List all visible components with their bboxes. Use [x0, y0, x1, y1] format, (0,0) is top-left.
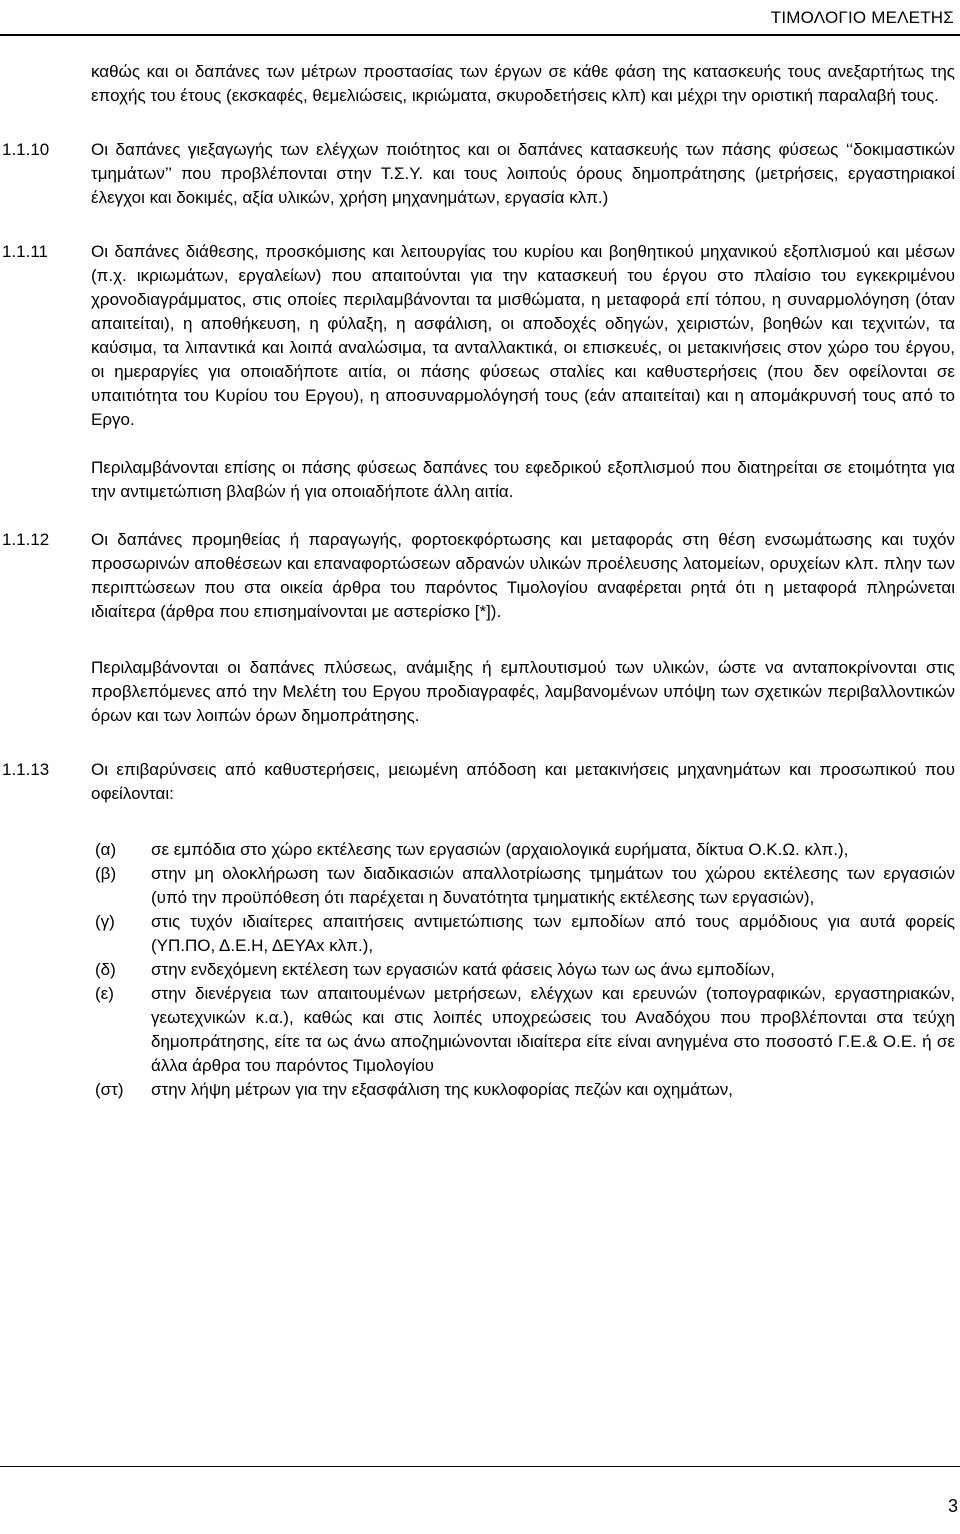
section-number: 1.1.13: [2, 760, 50, 779]
list-item-label: (γ): [95, 912, 115, 931]
intro-paragraph: καθώς και οι δαπάνες των μέτρων προστασίας των έργων σε κάθε φάση της κατασκευής τους ανεξαρτήτως της εποχής του έτους (εκσκαφές, θεμελιώσεις, ικριώματα, σκυροδετήσεις κλπ) και μέχρι την οριστική παραλαβή τους.: [91, 62, 955, 105]
list-item-text: στις τυχόν ιδιαίτερες απαιτήσεις αντιμετώπισης των εμποδίων από τους αρμόδιους για αυτά φορείς (ΥΠ.ΠΟ, Δ.Ε.Η, ΔΕΥΑx κλπ.),: [151, 912, 955, 955]
list-item: [95, 862, 955, 910]
section-1-1-13: [0, 758, 960, 806]
footer-divider: [0, 1466, 960, 1467]
list-item-label: (β): [95, 864, 117, 883]
section-text: Οι δαπάνες γιεξαγωγής των ελέγχων ποιότητος και οι δαπάνες κατασκευής των πάσης φύσεως ‘‘δοκιμαστικών τμημάτων’’ που προβλέπονται στην Τ.Σ.Υ. και τους λοιπούς όρους δημοπράτησης (μετρήσεις, εργαστηριακοί έλεγχοι και δοκιμές, αξία υλικών, χρήση μηχανημάτων, εργασία κλπ.): [91, 140, 955, 207]
header-divider: [0, 34, 960, 36]
list-item-text: στην μη ολοκλήρωση των διαδικασιών απαλλοτρίωσης τμημάτων του χώρου εκτέλεσης των εργασιών (υπό την προϋπόθεση ότι παρέχεται η δυνατότητα τμηματικής εκτέλεσης των εργασιών),: [151, 864, 955, 907]
list-item: [95, 1078, 955, 1102]
list-item-label: (α): [95, 840, 117, 859]
section-text: Οι δαπάνες διάθεσης, προσκόμισης και λειτουργίας του κυρίου και βοηθητικού μηχανικού εξοπλισμού και μέσων (π.χ. ικριωμάτων, εργαλείων) που απαιτούνται για την κατασκευή του έργου στο πλαίσιο του εγκεκριμένου χρονοδιαγράμματος, στις οποίες περιλαμβάνονται τα μισθώματα, η μεταφορά επί τόπου, η συναρμολόγηση (όταν απαιτείται), η αποθήκευση, η φύλαξη, η ασφάλιση, οι αποδοχές οδηγών, χειριστών, βοηθών και τεχνιτών, τα καύσιμα, τα λιπαντικά και λοιπά αναλώσιμα, τα ανταλλακτικά, οι επισκευές, οι μετακινήσεις στον χώρο του έργου, οι ημεραργίες για οποιαδήποτε αιτία, οι πάσης φύσεως σταλίες και καθυστερήσεις (που δεν οφείλονται σε υπαιτιότητα του Κυρίου του Εργου), η αποσυναρμολόγησή τους (εάν απαιτείται) και η απομάκρυνσή τους από το Εργο.: [91, 242, 955, 429]
list-item: [95, 982, 955, 1078]
section-1-1-12: [0, 528, 960, 624]
section-1-1-12-extra-paragraph: Περιλαμβάνονται οι δαπάνες πλύσεως, ανάμιξης ή εμπλουτισμού των υλικών, ώστε να ανταποκρίνονται στις προβλεπόμενες από την Μελέτη του Εργου προδιαγραφές, λαμβανομένων υπόψη των σχετικών περιβαλλοντικών όρων και των λοιπών όρων δημοπράτησης.: [91, 658, 955, 725]
list-item: [95, 958, 955, 982]
list-item: [95, 910, 955, 958]
list-item-text: στην λήψη μέτρων για την εξασφάλιση της κυκλοφορίας πεζών και οχημάτων,: [151, 1080, 733, 1099]
section-text: Οι δαπάνες προμηθείας ή παραγωγής, φορτοεκφόρτωσης και μεταφοράς στη θέση ενσωμάτωσης και τυχόν προσωρινών αποθέσεων και επαναφορτώσεων αδρανών υλικών προέλευσης λατομείων, ορυχείων κλπ. πλην των περιπτώσεων που στα οικεία άρθρα του παρόντος Τιμολογίου αναφέρεται ρητά ότι η μεταφορά πληρώνεται ιδιαίτερα (άρθρα που επισημαίνονται με αστερίσκο [*]).: [91, 530, 955, 621]
document-body: [0, 60, 960, 1102]
document-header-title: ΤΙΜΟΛΟΓΙΟ ΜΕΛΕΤΗΣ: [770, 8, 954, 27]
page-number: 3: [947, 1496, 958, 1516]
section-number: 1.1.12: [2, 530, 50, 549]
list-item-text: στην διενέργεια των απαιτουμένων μετρήσεων, ελέγχων και ερευνών (τοπογραφικών, εργαστηριακών, γεωτεχνικών κ.α.), καθώς και στις λοιπές υποχρεώσεις του Αναδόχου που προβλέπονται στα τεύχη δημοπράτησης, είτε τα ως άνω αποζημιώνονται ιδιαίτερα είτε είναι ανηγμένα στο ποσοστό Γ.Ε.& Ο.Ε. ή σε άλλα άρθρα του παρόντος Τιμολογίου: [151, 984, 955, 1075]
list-item-label: (ε): [95, 984, 114, 1003]
section-text: Οι επιβαρύνσεις από καθυστερήσεις, μειωμένη απόδοση και μετακινήσεις μηχανημάτων και προσωπικού που οφείλονται:: [91, 760, 955, 803]
list-item-text: σε εμπόδια στο χώρο εκτέλεσης των εργασιών (αρχαιολογικά ευρήματα, δίκτυα Ο.Κ.Ω. κλπ.),: [151, 840, 849, 859]
section-number: 1.1.11: [2, 242, 49, 261]
list-item-label: (στ): [95, 1080, 124, 1099]
section-1-1-11-extra-paragraph: Περιλαμβάνονται επίσης οι πάσης φύσεως δαπάνες του εφεδρικού εξοπλισμού που διατηρείται σε ετοιμότητα για την αντιμετώπιση βλαβών ή για οποιαδήποτε άλλη αιτία.: [91, 458, 955, 501]
section-1-1-11: [0, 240, 960, 432]
section-1-1-10: [0, 138, 960, 210]
section-number: 1.1.10: [2, 140, 50, 159]
list-item: [95, 838, 955, 862]
list-item-label: (δ): [95, 960, 116, 979]
list-item-text: στην ενδεχόμενη εκτέλεση των εργασιών κατά φάσεις λόγω των ως άνω εμποδίων,: [151, 960, 775, 979]
